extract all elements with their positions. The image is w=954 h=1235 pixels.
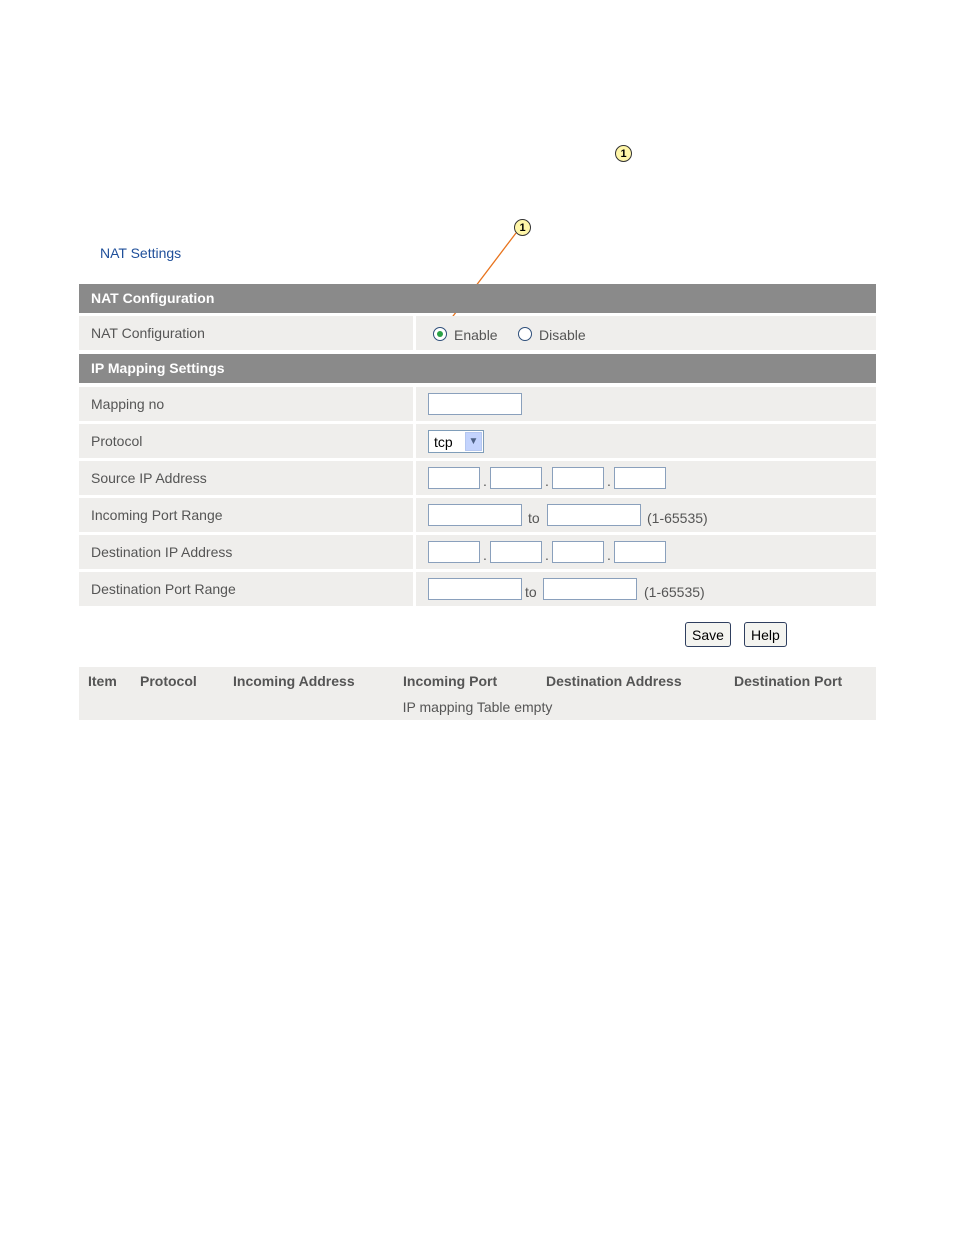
ip-separator: . <box>483 473 487 489</box>
destination-port-end-input[interactable] <box>543 578 637 600</box>
destination-ip-row <box>79 535 876 569</box>
ip-mapping-table <box>79 667 876 720</box>
column-header-destination-address: Destination Address <box>546 673 682 689</box>
nat-config-value <box>416 316 876 350</box>
enable-label[interactable]: Enable <box>454 327 498 343</box>
mapping-section-header: IP Mapping Settings <box>79 354 876 383</box>
column-header-incoming-port: Incoming Port <box>403 673 498 689</box>
incoming-port-end-input[interactable] <box>547 504 641 526</box>
ip-separator: . <box>483 547 487 563</box>
incoming-port-label: Incoming Port Range <box>79 498 413 532</box>
destination-port-row <box>79 572 876 606</box>
destination-ip-octet-1[interactable] <box>428 541 480 563</box>
ip-separator: . <box>545 473 549 489</box>
column-header-item: Item <box>88 673 117 689</box>
chevron-down-icon[interactable]: ▼ <box>465 432 482 451</box>
help-button[interactable]: Help <box>744 622 787 647</box>
range-to-text: to <box>525 584 537 600</box>
destination-ip-octet-4[interactable] <box>614 541 666 563</box>
table-empty-message: IP mapping Table empty <box>402 699 553 715</box>
source-ip-label: Source IP Address <box>79 461 413 495</box>
range-to-text: to <box>528 510 540 526</box>
incoming-port-row <box>79 498 876 532</box>
protocol-label: Protocol <box>79 424 413 458</box>
disable-radio[interactable] <box>518 327 532 341</box>
callout-badge-top: 1 <box>615 145 632 162</box>
destination-ip-octet-2[interactable] <box>490 541 542 563</box>
disable-label[interactable]: Disable <box>539 327 586 343</box>
protocol-select[interactable] <box>428 430 484 453</box>
ip-separator: . <box>607 547 611 563</box>
port-range-hint: (1-65535) <box>644 584 705 600</box>
protocol-selected-value: tcp <box>434 434 453 450</box>
incoming-port-start-input[interactable] <box>428 504 522 526</box>
destination-ip-octet-3[interactable] <box>552 541 604 563</box>
column-header-destination-port: Destination Port <box>734 673 843 689</box>
protocol-row <box>79 424 876 458</box>
column-header-protocol: Protocol <box>140 673 197 689</box>
callout-badge: 1 <box>514 219 531 236</box>
port-range-hint: (1-65535) <box>647 510 708 526</box>
source-ip-row <box>79 461 876 495</box>
nat-section-header: NAT Configuration <box>79 284 876 313</box>
mapping-no-row <box>79 387 876 421</box>
source-ip-octet-4[interactable] <box>614 467 666 489</box>
nat-settings-link[interactable]: NAT Settings <box>100 245 182 261</box>
column-header-incoming-address: Incoming Address <box>233 673 355 689</box>
source-ip-octet-1[interactable] <box>428 467 480 489</box>
nat-config-label: NAT Configuration <box>79 316 413 350</box>
ip-separator: . <box>607 473 611 489</box>
destination-ip-label: Destination IP Address <box>79 535 413 569</box>
mapping-no-input[interactable] <box>428 393 522 415</box>
mapping-no-label: Mapping no <box>79 387 413 421</box>
source-ip-octet-2[interactable] <box>490 467 542 489</box>
ip-separator: . <box>545 547 549 563</box>
enable-radio[interactable] <box>433 327 447 341</box>
destination-port-label: Destination Port Range <box>79 572 413 606</box>
source-ip-octet-3[interactable] <box>552 467 604 489</box>
nat-config-row <box>79 316 876 350</box>
save-button[interactable]: Save <box>685 622 731 647</box>
destination-port-start-input[interactable] <box>428 578 522 600</box>
